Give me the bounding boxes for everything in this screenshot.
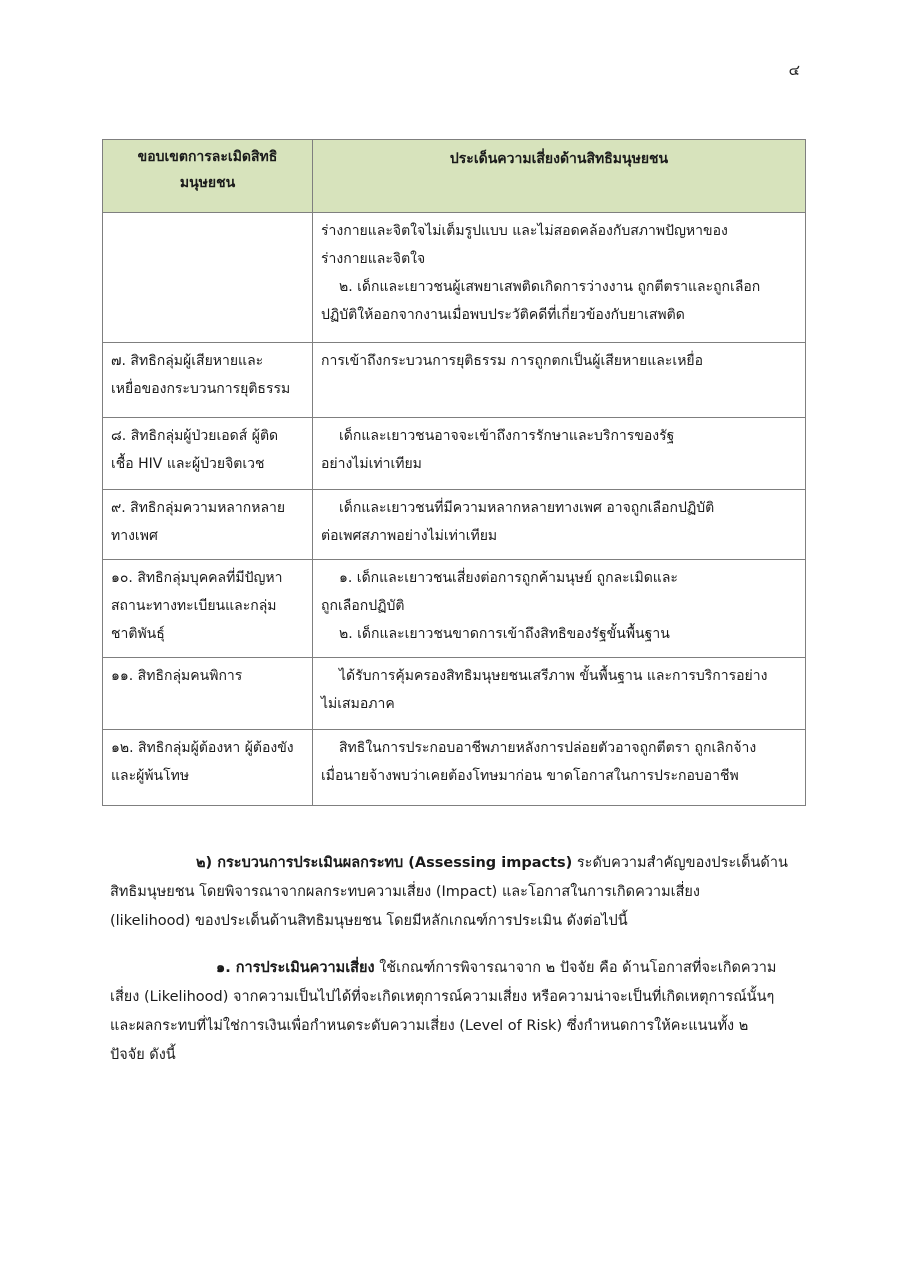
header-scope-line: ขอบเขตการละเมิดสิทธิ [137, 149, 278, 165]
risk-line: ถูกเลือกปฏิบัติ [321, 598, 405, 614]
scope-cell [103, 560, 313, 658]
scope-cell [103, 658, 313, 730]
table-row [103, 658, 806, 730]
table-row [103, 560, 806, 658]
paragraph-text: ระดับความสำคัญของประเด็นด้าน [572, 855, 788, 871]
scope-line: เชื้อ HIV และผู้ป่วยจิตเวช [111, 456, 265, 472]
risk-line: ต่อเพศสภาพอย่างไม่เท่าเทียม [321, 528, 498, 544]
risk-line: เด็กและเยาวชนอาจจะเข้าถึงการรักษาและบริการของรัฐ [339, 428, 675, 444]
risk-cell [313, 658, 806, 730]
scope-cell [103, 213, 313, 343]
table-header-row [103, 140, 806, 213]
risk-line: ปฏิบัติให้ออกจากงานเมื่อพบประวัติคดีที่เกี่ยวข้องกับยาเสพติด [321, 307, 685, 323]
risk-line: สิทธิในการประกอบอาชีพภายหลังการปล่อยตัวอาจถูกตีตรา ถูกเลิกจ้าง [339, 740, 757, 756]
scope-line: ๑๐. สิทธิกลุ่มบุคคลที่มีปัญหา [111, 570, 283, 586]
risk-cell [313, 418, 806, 490]
risk-line: ๒. เด็กและเยาวชนขาดการเข้าถึงสิทธิของรัฐขั้นพื้นฐาน [339, 626, 670, 642]
scope-line: ๑๑. สิทธิกลุ่มคนพิการ [111, 668, 243, 684]
scope-line: ชาติพันธุ์ [111, 626, 165, 642]
risk-cell [313, 490, 806, 560]
section-heading: ๒) กระบวนการประเมินผลกระทบ (Assessing impacts) [196, 855, 573, 871]
table-row [103, 730, 806, 806]
scope-cell [103, 343, 313, 418]
risk-line: อย่างไม่เท่าเทียม [321, 456, 422, 472]
risk-line: ไม่เสมอภาค [321, 696, 395, 712]
risk-line: ร่างกายและจิตใจ [321, 251, 426, 267]
table-row [103, 418, 806, 490]
scope-cell [103, 418, 313, 490]
risk-line: เด็กและเยาวชนที่มีความหลากหลายทางเพศ อาจถูกเลือกปฏิบัติ [339, 500, 715, 516]
section-heading: ๑. การประเมินความเสี่ยง [216, 960, 375, 976]
table-row [103, 213, 806, 343]
paragraph-line: และผลกระทบที่ไม่ใช่การเงินเพื่อกำหนดระดับความเสี่ยง (Level of Risk) ซึ่งกำหนดการให้คะแนนทั้ง ๒ [110, 1018, 749, 1034]
risk-cell [313, 343, 806, 418]
risk-line: ๑. เด็กและเยาวชนเสี่ยงต่อการถูกค้ามนุษย์ ถูกละเมิดและ [339, 570, 678, 586]
scope-line: ๙. สิทธิกลุ่มความหลากหลาย [111, 500, 286, 516]
rights-risk-table [102, 139, 806, 806]
header-scope-line: มนุษยชน [179, 175, 236, 191]
assessing-impacts-paragraph [110, 849, 798, 936]
risk-line: การเข้าถึงกระบวนการยุติธรรม การถูกตกเป็นผู้เสียหายและเหยื่อ [321, 353, 704, 369]
paragraph-line [110, 849, 798, 878]
paragraph-line: (likelihood) ของประเด็นด้านสิทธิมนุษยชน โดยมีหลักเกณฑ์การประเมิน ดังต่อไปนี้ [110, 913, 628, 929]
risk-cell [313, 730, 806, 806]
risk-line: ร่างกายและจิตใจไม่เต็มรูปแบบ และไม่สอดคล้องกับสภาพปัญหาของ [321, 223, 728, 239]
scope-line: ๗. สิทธิกลุ่มผู้เสียหายและ [111, 353, 264, 369]
page-number: ๔ [788, 61, 800, 79]
scope-line: และผู้พ้นโทษ [111, 768, 190, 784]
scope-cell [103, 730, 313, 806]
paragraph-line [110, 954, 798, 983]
scope-line: ๘. สิทธิกลุ่มผู้ป่วยเอดส์ ผู้ติด [111, 428, 279, 444]
paragraph-line: ปัจจัย ดังนี้ [110, 1047, 176, 1063]
risk-cell [313, 213, 806, 343]
header-risk: ประเด็นความเสี่ยงด้านสิทธิมนุษยชน [313, 140, 806, 213]
paragraph-line: สิทธิมนุษยชน โดยพิจารณาจากผลกระทบความเสี่ยง (Impact) และโอกาสในการเกิดความเสี่ยง [110, 884, 701, 900]
scope-line: สถานะทางทะเบียนและกลุ่ม [111, 598, 277, 614]
paragraph-line: เสี่ยง (Likelihood) จากความเป็นไปได้ที่จะเกิดเหตุการณ์ความเสี่ยง หรือความน่าจะเป็นที่เกิดเหตุการณ์นั้นๆ [110, 989, 775, 1005]
scope-line: ๑๒. สิทธิกลุ่มผู้ต้องหา ผู้ต้องขัง [111, 740, 294, 756]
risk-line: ได้รับการคุ้มครองสิทธิมนุษยชนเสรีภาพ ขั้นพื้นฐาน และการบริการอย่าง [339, 668, 768, 684]
scope-cell [103, 490, 313, 560]
header-scope [103, 140, 313, 213]
risk-line: ๒. เด็กและเยาวชนผู้เสพยาเสพติดเกิดการว่างงาน ถูกตีตราและถูกเลือก [339, 279, 761, 295]
table-row [103, 343, 806, 418]
table-row [103, 490, 806, 560]
scope-line: ทางเพศ [111, 528, 158, 544]
risk-line: เมื่อนายจ้างพบว่าเคยต้องโทษมาก่อน ขาดโอกาสในการประกอบอาชีพ [321, 768, 739, 784]
paragraph-text: ใช้เกณฑ์การพิจารณาจาก ๒ ปัจจัย คือ ด้านโอกาสที่จะเกิดความ [374, 960, 777, 976]
risk-assessment-paragraph [110, 954, 798, 1070]
risk-cell [313, 560, 806, 658]
scope-line: เหยื่อของกระบวนการยุติธรรม [111, 381, 291, 397]
